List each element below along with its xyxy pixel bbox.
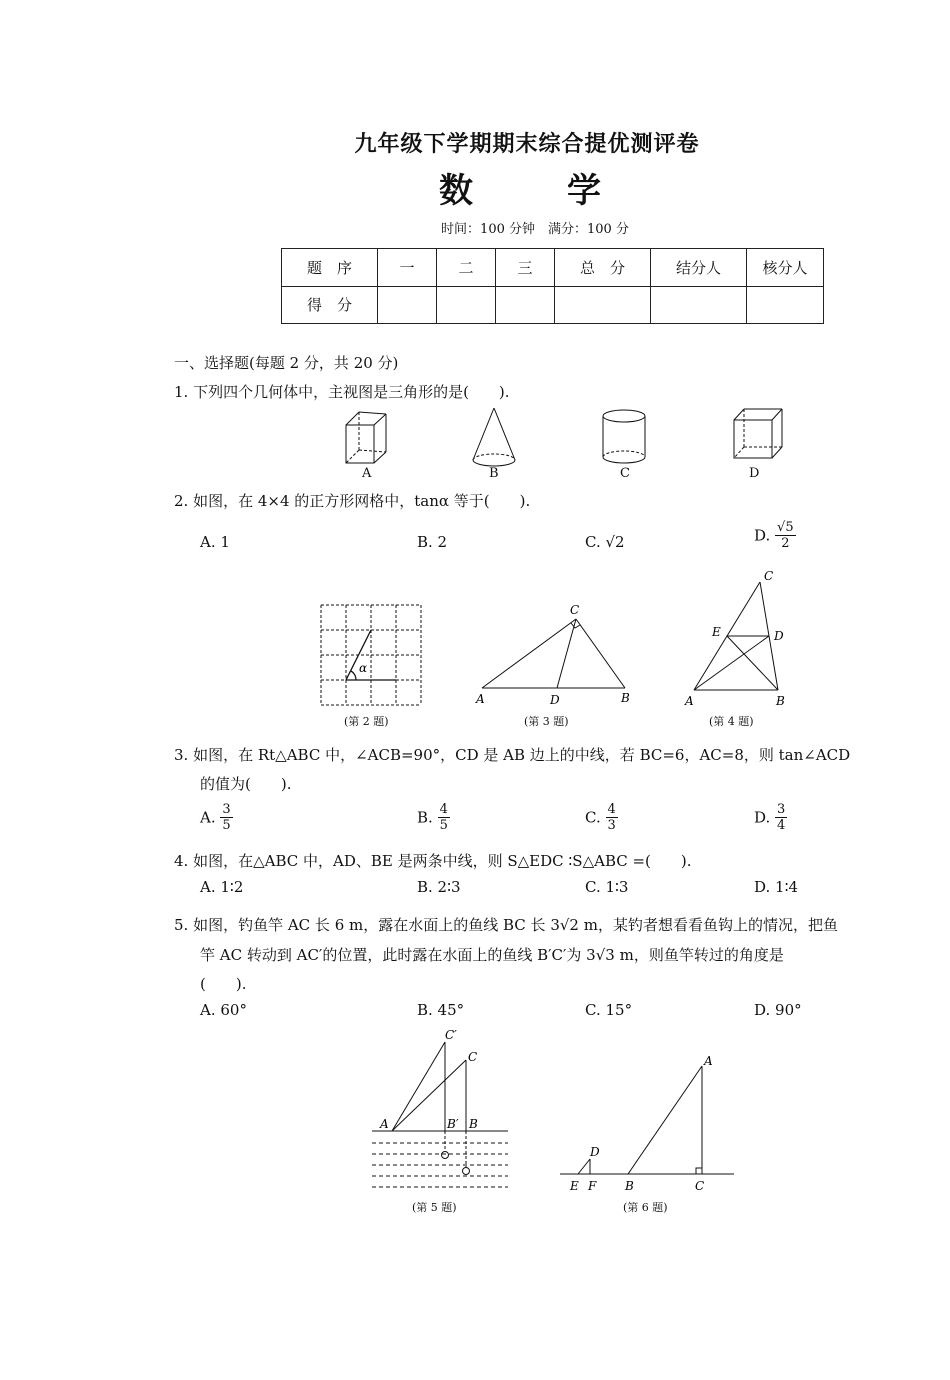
label-c: C	[468, 1050, 478, 1064]
score-table-score-row	[282, 286, 824, 324]
fig2-caption: (第 2 题)	[344, 715, 389, 728]
fig3-caption: (第 3 题)	[524, 715, 569, 728]
q1-label-d: D	[749, 466, 760, 481]
option-prefix: B.	[417, 808, 433, 827]
score-row-label: 得 分	[282, 286, 378, 324]
q5-option-c[interactable]: C. 15°	[585, 1001, 633, 1019]
fraction-denominator: 5	[222, 818, 231, 833]
fraction-denominator: 4	[777, 818, 786, 833]
q5-option-d[interactable]: D. 90°	[754, 1001, 802, 1019]
question-3-text-line1: 3. 如图，在 Rt△ABC 中，∠ACB=90°，CD 是 AB 边上的中线，若 BC=6，AC=8，则 tan∠ACD	[174, 746, 851, 764]
q2-option-a[interactable]: A. 1	[200, 533, 230, 551]
q1-label-b: B	[489, 466, 499, 481]
label-e: E	[712, 625, 721, 639]
q2-option-d-fraction	[775, 520, 796, 551]
question-4-text: 4. 如图，在△ABC 中，AD、BE 是两条中线，则 S△EDC ∶S△ABC =( ).	[174, 852, 692, 870]
q3-option-c[interactable]	[585, 802, 618, 833]
label-a: A	[685, 694, 694, 708]
label-d: D	[550, 693, 560, 707]
label-c: C	[695, 1179, 705, 1193]
question-3-text-line2: 的值为( ).	[200, 775, 292, 793]
fraction-numerator: 3	[777, 802, 786, 817]
solid-c-cylinder	[603, 410, 645, 463]
fig3-triangle	[470, 600, 640, 710]
label-b: B	[621, 691, 630, 705]
q3-option-a-fraction	[220, 802, 232, 833]
q3-option-a[interactable]	[200, 802, 233, 833]
label-f: F	[588, 1179, 597, 1193]
fraction-denominator: 3	[607, 818, 616, 833]
fraction-numerator: 4	[439, 802, 448, 817]
fig4-caption: (第 4 题)	[709, 715, 754, 728]
fig6-triangles	[558, 1025, 738, 1195]
score-header-cell: 三	[496, 249, 555, 287]
label-d: D	[590, 1145, 600, 1159]
paper-title: 九年级下学期期末综合提优测评卷	[354, 131, 700, 157]
score-cell[interactable]	[651, 286, 747, 324]
question-5-text-line1: 5. 如图，钓鱼竿 AC 长 6 m，露在水面上的鱼线 BC 长 3√2 m，某钓者想看看鱼钩上的情况，把鱼	[174, 916, 838, 934]
score-cell[interactable]	[555, 286, 651, 324]
question-5-text-line3: ( ).	[200, 975, 247, 993]
fraction-numerator: 3	[222, 802, 231, 817]
q5-option-a[interactable]: A. 60°	[200, 1001, 247, 1019]
label-b: B	[469, 1117, 478, 1131]
q4-option-a[interactable]: A. 1∶2	[200, 878, 244, 896]
q5-option-b[interactable]: B. 45°	[417, 1001, 465, 1019]
solid-a-prism	[346, 412, 386, 463]
fraction-denominator: 2	[781, 536, 790, 551]
score-header-cell: 总 分	[555, 249, 651, 287]
q4-option-c[interactable]: C. 1∶3	[585, 878, 629, 896]
score-header-cell: 一	[378, 249, 437, 287]
fraction-denominator: 5	[439, 818, 448, 833]
score-cell[interactable]	[747, 286, 824, 324]
label-b: B	[625, 1179, 634, 1193]
question-5-text-line2: 竿 AC 转动到 AC′的位置，此时露在水面上的鱼线 B′C′为 3√3 m，则鱼竿转过的角度是	[200, 946, 784, 964]
q2-option-b[interactable]: B. 2	[417, 533, 448, 551]
fraction-numerator: 4	[607, 802, 616, 817]
q3-option-d-fraction	[775, 802, 787, 833]
label-a: A	[380, 1117, 389, 1131]
score-table-header-row	[282, 249, 824, 287]
fraction-numerator: √5	[777, 520, 794, 535]
label-a: A	[476, 692, 485, 706]
q3-option-d[interactable]	[754, 802, 787, 833]
label-e: E	[570, 1179, 579, 1193]
q1-label-c: C	[620, 466, 630, 481]
score-cell[interactable]	[378, 286, 437, 324]
score-table	[281, 248, 824, 324]
option-prefix: A.	[200, 808, 216, 827]
label-c: C	[570, 603, 580, 617]
solid-d-cube	[734, 409, 782, 458]
label-b-prime: B′	[447, 1117, 459, 1131]
fig2-grid	[320, 604, 422, 706]
score-header-cell: 核分人	[747, 249, 824, 287]
q3-option-c-fraction	[606, 802, 618, 833]
score-cell[interactable]	[496, 286, 555, 324]
score-header-cell: 结分人	[651, 249, 747, 287]
label-c: C	[764, 569, 774, 583]
q1-solids-figure	[330, 405, 800, 485]
section-title: 一、选择题(每题 2 分，共 20 分)	[174, 354, 399, 372]
option-prefix: C.	[585, 808, 601, 827]
q2-option-d-prefix: D.	[754, 526, 771, 545]
q1-label-a: A	[362, 466, 372, 481]
fig6-caption: (第 6 题)	[623, 1201, 668, 1214]
time-info: 时间：100 分钟 满分：100 分	[441, 222, 629, 237]
q4-option-d[interactable]: D. 1∶4	[754, 878, 799, 896]
fig5-fishing-rod	[370, 1025, 510, 1197]
label-a: A	[704, 1054, 713, 1068]
score-cell[interactable]	[437, 286, 496, 324]
solid-b-cone	[473, 408, 515, 466]
question-1-text: 1. 下列四个几何体中，主视图是三角形的是( ).	[174, 383, 510, 401]
option-prefix: D.	[754, 808, 771, 827]
angle-alpha-label: α	[359, 661, 368, 675]
label-d: D	[774, 629, 784, 643]
label-c-prime: C′	[445, 1028, 457, 1042]
score-header-cell: 二	[437, 249, 496, 287]
fig5-caption: (第 5 题)	[412, 1201, 457, 1214]
fig4-triangle	[680, 568, 795, 708]
question-2-text: 2. 如图，在 4×4 的正方形网格中，tanα 等于( ).	[174, 492, 531, 510]
q2-option-d[interactable]	[754, 520, 796, 551]
q3-option-b[interactable]	[417, 802, 450, 833]
score-header-cell: 题 序	[282, 249, 378, 287]
subject-title: 数 学	[439, 171, 631, 211]
q2-option-c[interactable]: C. √2	[585, 533, 625, 551]
q3-option-b-fraction	[438, 802, 450, 833]
q4-option-b[interactable]: B. 2∶3	[417, 878, 461, 896]
label-b: B	[776, 694, 785, 708]
